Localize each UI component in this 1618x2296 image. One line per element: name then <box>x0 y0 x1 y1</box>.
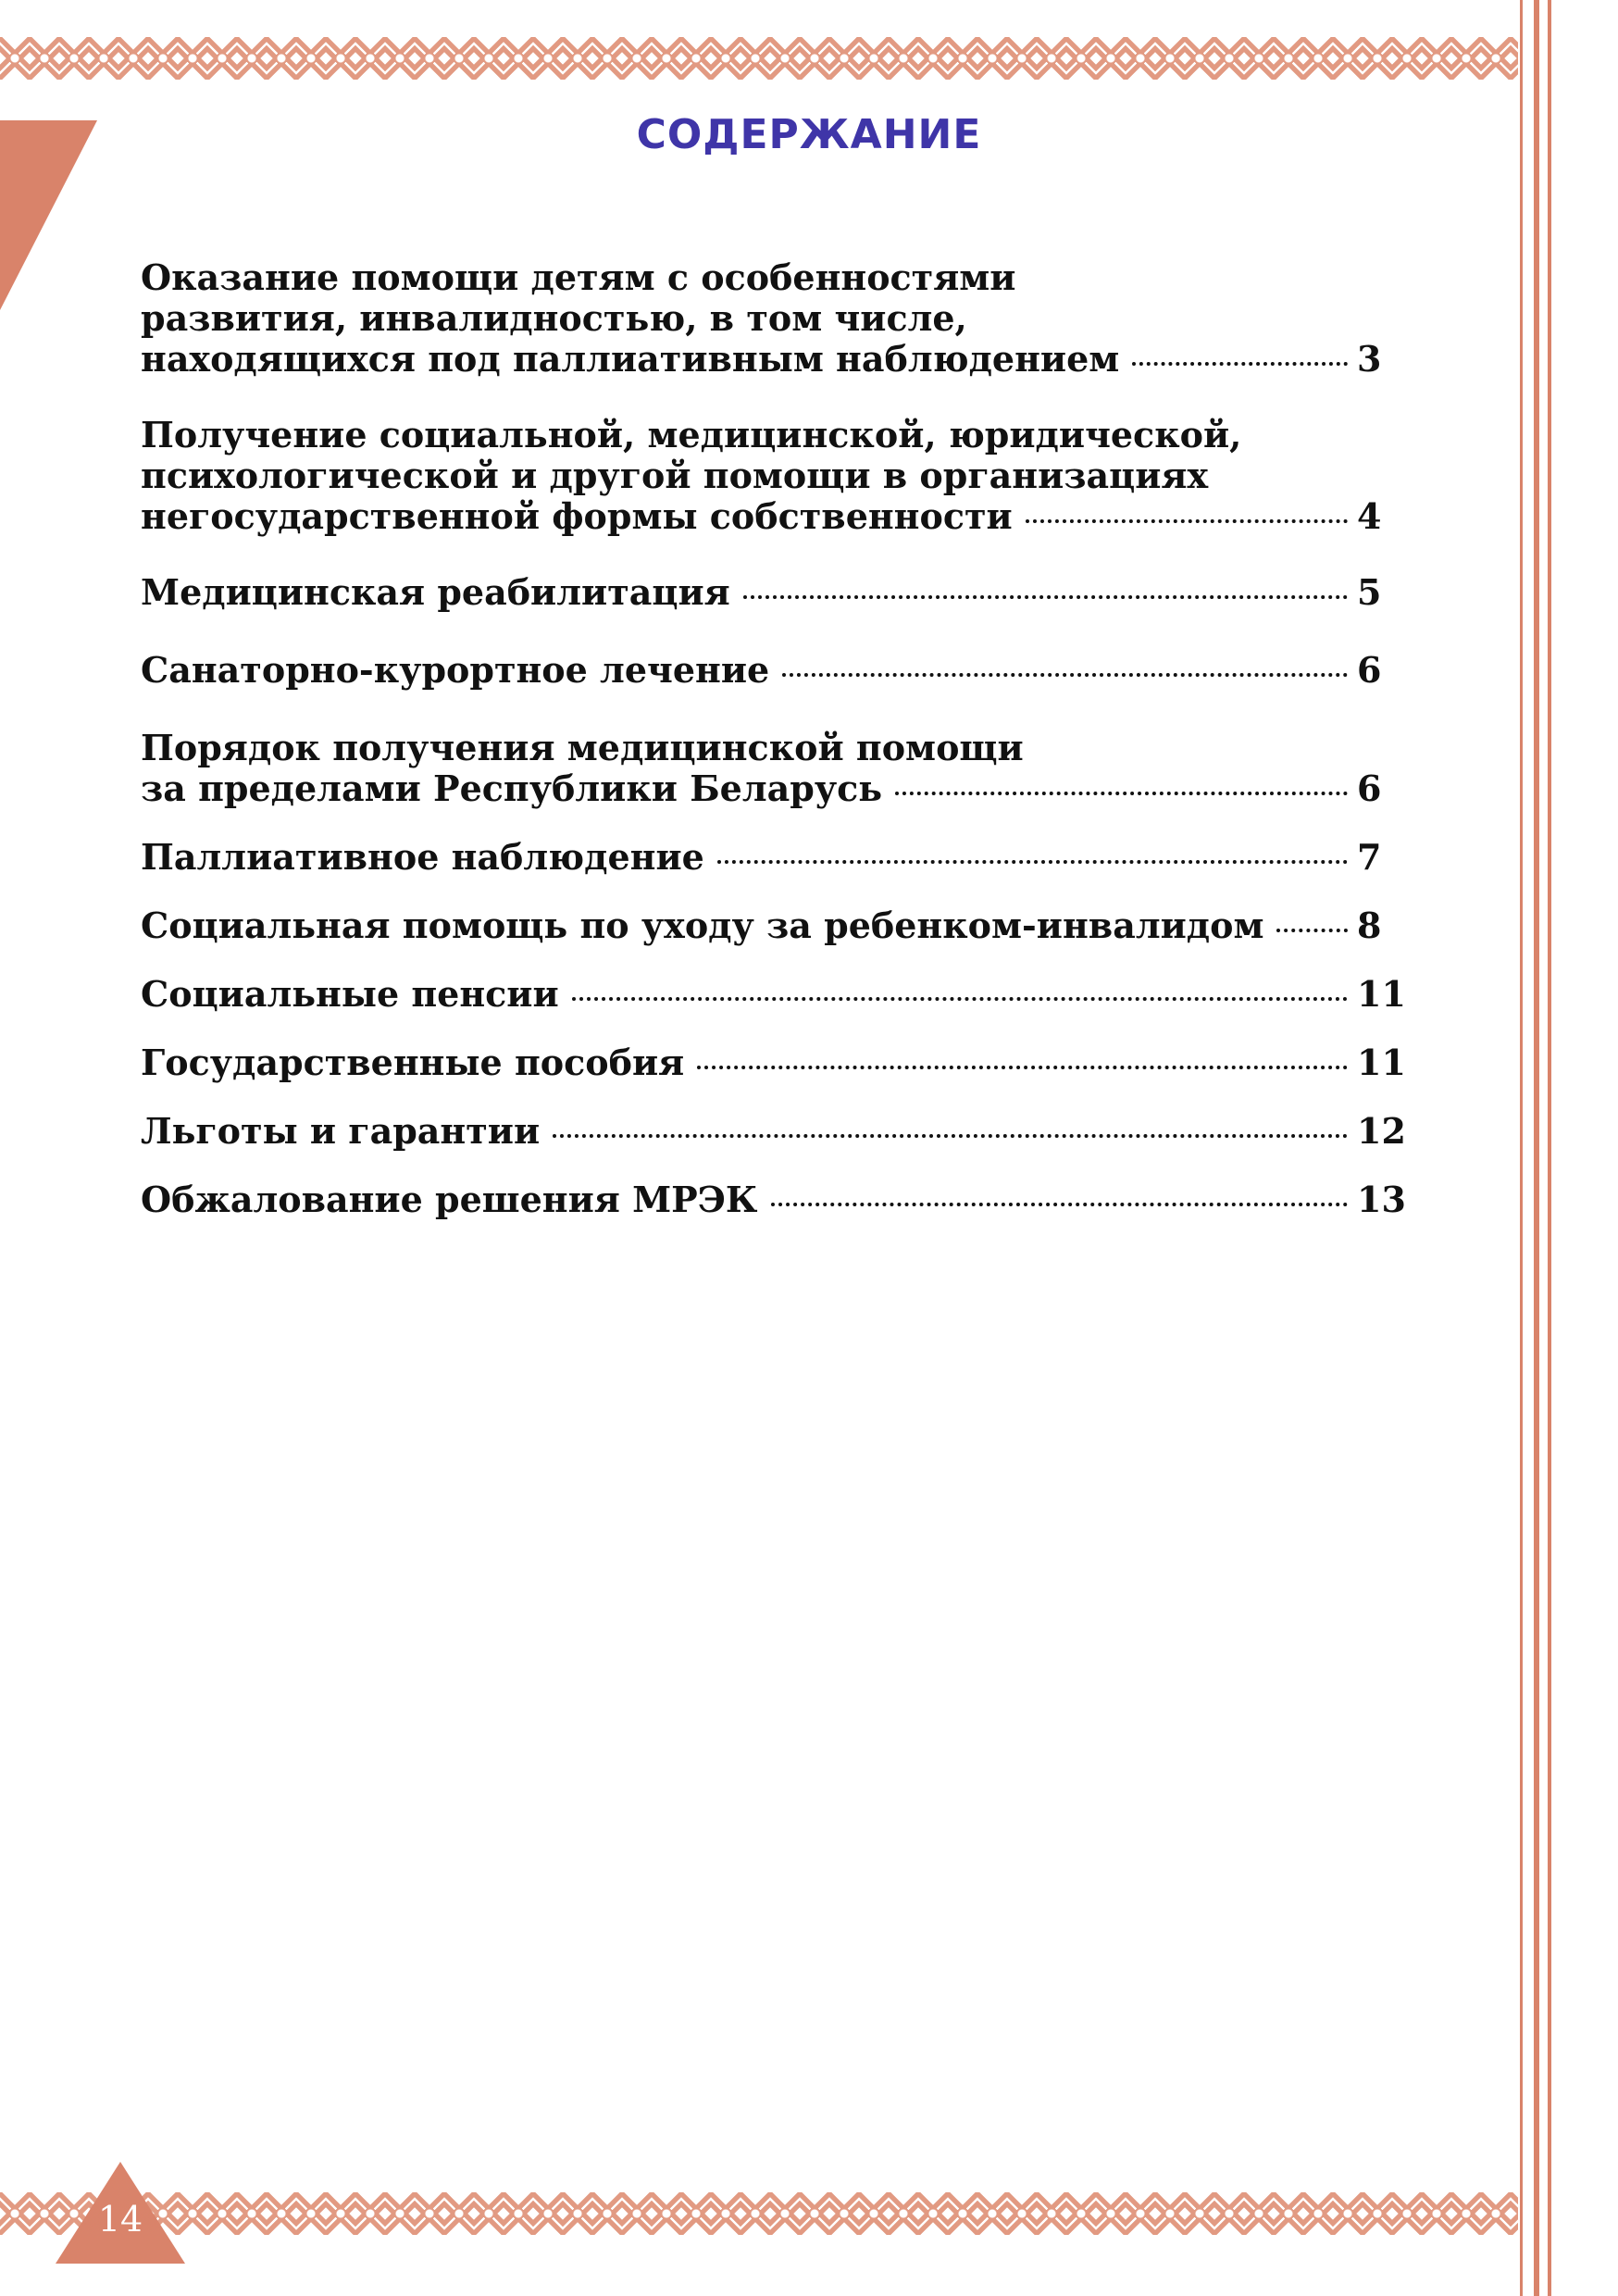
dot-leader <box>697 1066 1348 1069</box>
toc-entry <box>141 837 1418 878</box>
toc-entry-title: Государственные пособия <box>141 1042 685 1083</box>
dot-leader <box>771 1203 1348 1206</box>
dot-leader <box>1132 362 1348 366</box>
toc-entry-title: Льготы и гарантии <box>141 1110 541 1152</box>
toc-page-number: 6 <box>1357 649 1382 691</box>
toc-entry <box>141 974 1418 1015</box>
toc-entry <box>141 1042 1418 1083</box>
toc-entry-title: Паллиативное наблюдение <box>141 836 704 878</box>
toc-entry-last-line <box>141 339 1418 380</box>
toc-entry-last-line <box>141 905 1418 946</box>
toc-entry-line: психологической и другой помощи в организациях <box>141 455 1209 496</box>
toc-entry-last-line <box>141 1111 1418 1152</box>
toc-entry <box>141 415 1418 537</box>
toc-entry-line: Порядок получения медицинской помощи <box>141 727 1024 768</box>
toc-entry-last-line <box>141 496 1418 537</box>
toc-entry-title: Санаторно-курортное лечение <box>141 649 770 691</box>
toc-entry-last-line <box>141 572 1418 613</box>
toc-page-number: 11 <box>1357 1042 1406 1083</box>
toc-page-number: 6 <box>1357 767 1382 809</box>
dot-leader <box>717 860 1348 864</box>
dot-leader <box>1026 519 1348 523</box>
toc-page-number: 7 <box>1357 836 1382 878</box>
toc-page-number: 5 <box>1357 571 1382 613</box>
toc-entry-title: Медицинская реабилитация <box>141 571 730 613</box>
toc-entry-last-line <box>141 837 1418 878</box>
toc-entry-last-line <box>141 768 1418 809</box>
toc-entry <box>141 572 1418 613</box>
toc-page-number: 8 <box>1357 905 1382 946</box>
dot-leader <box>1276 929 1348 932</box>
toc-page-number: 11 <box>1357 973 1406 1015</box>
page-title: СОДЕРЖАНИЕ <box>636 111 982 158</box>
toc-entry-title: находящихся под паллиативным наблюдением <box>141 338 1120 380</box>
toc-entry-title: за пределами Республики Беларусь <box>141 767 883 809</box>
page-number: 14 <box>97 2199 143 2240</box>
toc-entry-title: Обжалование решения МРЭК <box>141 1179 758 1220</box>
toc-entry-last-line <box>141 1042 1418 1083</box>
right-border-line <box>1534 0 1539 2296</box>
toc-entry-line: развития, инвалидностью, в том числе, <box>141 297 967 339</box>
toc-entry-title: Социальная помощь по уходу за ребенком-инвалидом <box>141 905 1264 946</box>
toc-entry-last-line <box>141 974 1418 1015</box>
toc-entry <box>141 1111 1418 1152</box>
toc-entry <box>141 728 1418 809</box>
toc-entry <box>141 257 1418 380</box>
toc-page-number: 12 <box>1357 1110 1406 1152</box>
dot-leader <box>895 792 1348 795</box>
dot-leader <box>572 997 1348 1001</box>
table-of-contents <box>141 257 1418 1220</box>
toc-page-number: 4 <box>1357 495 1382 537</box>
bottom-ornament-border <box>0 2192 1518 2240</box>
dot-leader <box>553 1134 1348 1138</box>
toc-page-number: 13 <box>1357 1179 1406 1220</box>
dot-leader <box>782 673 1348 677</box>
top-ornament-border <box>0 37 1518 80</box>
toc-entry-title: негосударственной формы собственности <box>141 495 1013 537</box>
dot-leader <box>743 595 1348 599</box>
toc-entry-line: Оказание помощи детям с особенностями <box>141 256 1016 298</box>
toc-entry <box>141 1179 1418 1220</box>
toc-entry <box>141 905 1418 946</box>
toc-entry-last-line <box>141 650 1418 691</box>
toc-entry-title: Социальные пенсии <box>141 973 559 1015</box>
right-border-line <box>1548 0 1551 2296</box>
right-border-line <box>1520 0 1523 2296</box>
toc-entry <box>141 650 1418 691</box>
toc-entry-line: Получение социальной, медицинской, юридической, <box>141 414 1242 455</box>
toc-page-number: 3 <box>1357 338 1382 380</box>
toc-entry-last-line <box>141 1179 1418 1220</box>
